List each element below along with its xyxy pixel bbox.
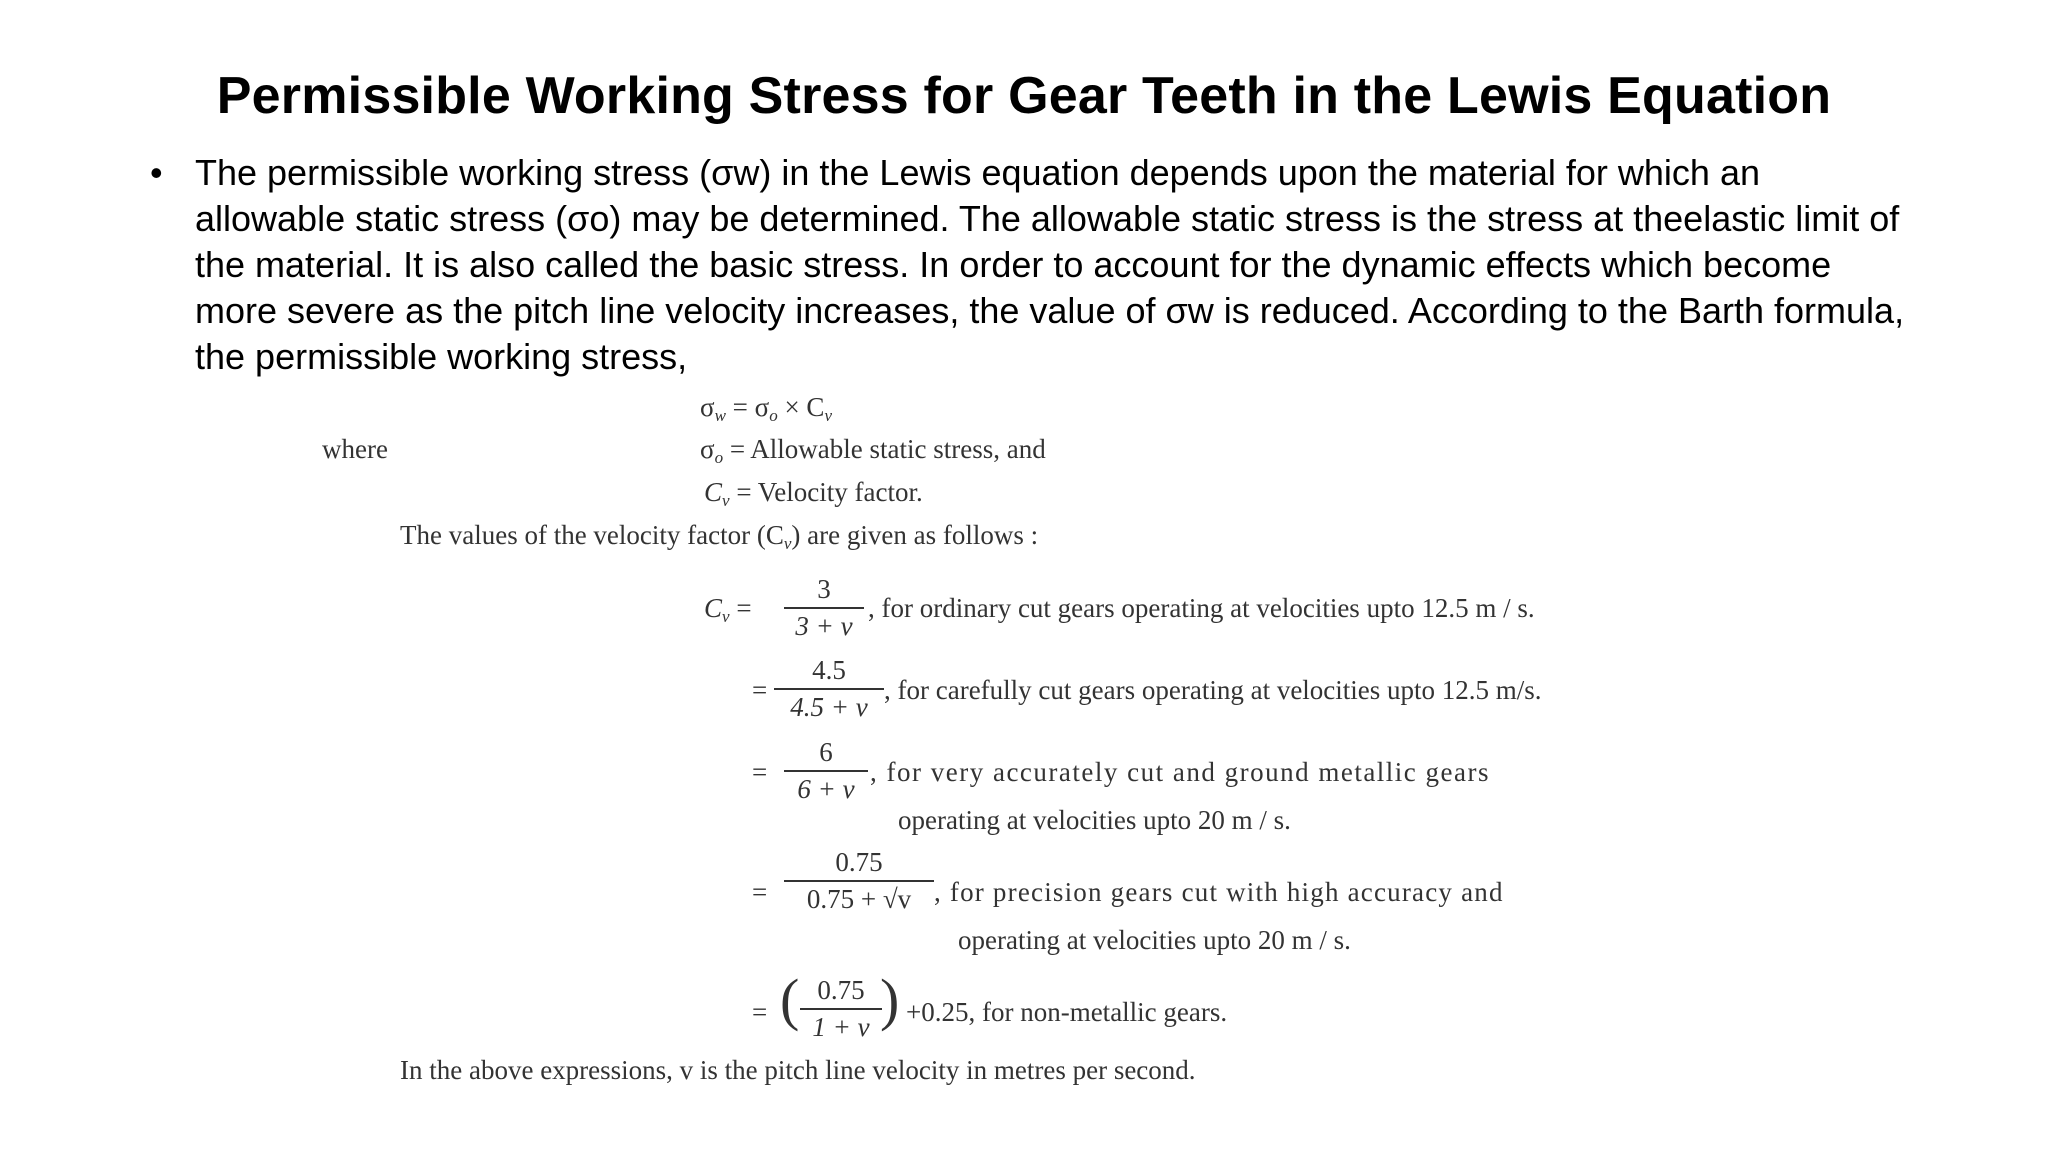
def-cv: $C_v$ = Velocity factor. [704, 477, 923, 510]
bullet-paragraph [150, 150, 1910, 380]
fraction-case-5: $\frac{0.75}{1 + v}$ [800, 975, 882, 1043]
case-5-text: +0.25, for non-metallic gears. [906, 997, 1228, 1027]
case-1-text: , for ordinary cut gears operating at velocities upto 12.5 m / s. [868, 593, 1535, 623]
cv-label: $C_v$ = [704, 593, 752, 626]
def-sigma-o: $\sigma_o$ = Allowable static stress, and [700, 434, 1046, 467]
fraction-case-3: $\frac{6}{6 + v}$ [784, 737, 868, 805]
equals-sign: = [752, 675, 768, 705]
bullet-icon: • [150, 152, 163, 193]
fraction-case-1: $\frac{3}{3 + v}$ [784, 574, 864, 642]
case-2-text: , for carefully cut gears operating at velocities upto 12.5 m/s. [884, 675, 1542, 705]
equals-sign: = [752, 877, 768, 907]
bullet-text: The permissible working stress (σw) in the Lewis equation depends upon the material for which an allowable static stress (σo) may be determined. The allowable static stress is the stress at theelastic limit of the material. It is also called the basic stress. In order to account for the dynamic effects which become more severe as the pitch line velocity increases, the value of σw is reduced. According to the Barth formula, the permissible working stress, [195, 152, 1905, 377]
equals-sign: = [752, 757, 768, 787]
values-intro: The values of the velocity factor $(C_v)$ are given as follows : [400, 520, 1039, 553]
case-3-text-2: operating at velocities upto 20 m / s. [898, 805, 1291, 835]
case-3-text: , for very accurately cut and ground metallic gears [870, 757, 1491, 787]
barth-formula: $\sigma_w = \sigma_o \times C_v$ [700, 392, 832, 425]
footer-note: In the above expressions, v is the pitch line velocity in metres per second. [400, 1055, 1196, 1085]
right-paren-icon: ) [880, 967, 900, 1032]
case-4-text-2: operating at velocities upto 20 m / s. [958, 925, 1351, 955]
case-4-text: , for precision gears cut with high accuracy and [934, 877, 1504, 907]
fraction-case-4: $\frac{0.75}{0.75 + √v}$ [784, 847, 934, 915]
fraction-case-2: $\frac{4.5}{4.5 + v}$ [774, 655, 884, 723]
left-paren-icon: ( [780, 967, 800, 1032]
equals-sign: = [752, 997, 768, 1027]
slide-title: Permissible Working Stress for Gear Teeth in the Lewis Equation [216, 67, 1832, 125]
where-label: where [322, 434, 388, 464]
